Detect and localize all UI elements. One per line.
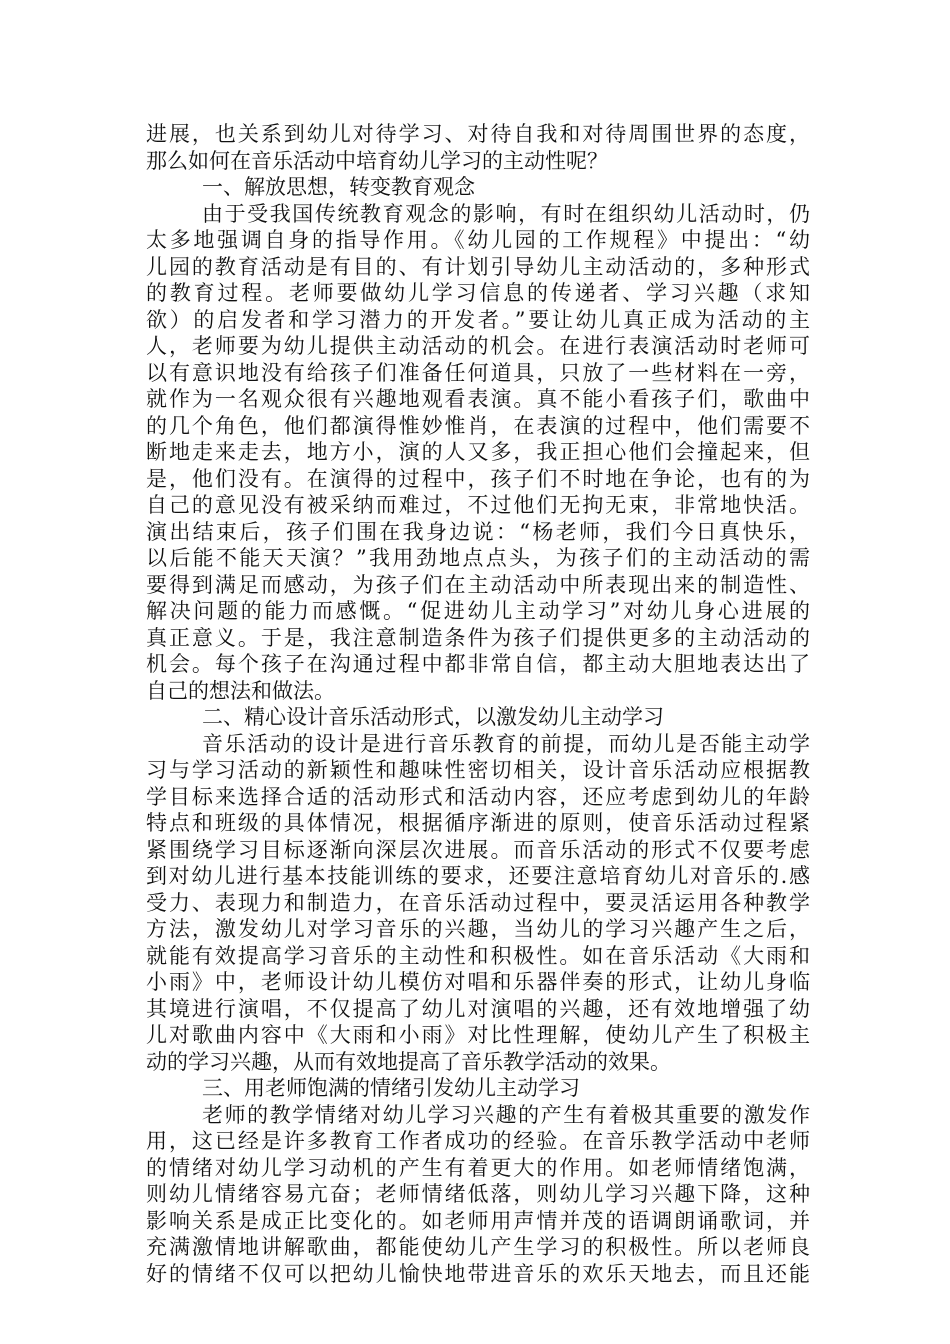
text-line: 那么如何在音乐活动中培育幼儿学习的主动性呢？ xyxy=(146,148,608,173)
text-line: 机会。每个孩子在沟通过程中都非常自信，都主动大胆地表达出了 xyxy=(146,652,810,676)
text-line: 的情绪对幼儿学习动机的产生有着更大的作用。如老师情绪饱满， xyxy=(146,1155,810,1180)
text-line: 到对幼儿进行基本技能训练的要求，还要注意培育幼儿对音乐的.感 xyxy=(146,864,810,888)
text-line: 则幼儿情绪容易亢奋；老师情绪低落，则幼儿学习兴趣下降，这种 xyxy=(146,1182,810,1206)
text-line: 方法，激发幼儿对学习音乐的兴趣，当幼儿的学习兴趣产生之后， xyxy=(146,917,810,941)
text-line: 受力、表现力和制造力，在音乐活动过程中，要灵活运用各种教学 xyxy=(146,890,810,915)
text-line: 学目标来选择合适的活动形式和活动内容，还应考虑到幼儿的年龄 xyxy=(146,784,810,809)
text-line: 充满激情地讲解歌曲，都能使幼儿产生学习的积极性。所以老师良 xyxy=(146,1235,810,1259)
text-line: 儿园的教育活动是有目的、有计划引导幼儿主动活动的，多种形式 xyxy=(146,254,810,279)
text-line: 特点和班级的具体情况，根据循序渐进的原则，使音乐活动过程紧 xyxy=(146,811,810,835)
text-line: 是，他们没有。在演得的过程中，孩子们不时地在争论，也有的为 xyxy=(146,466,810,491)
text-line: 音乐活动的设计是进行音乐教育的前提，而幼儿是否能主动学 xyxy=(202,731,810,756)
text-line: 就能有效提高学习音乐的主动性和积极性。如在音乐活动《大雨和 xyxy=(146,943,810,968)
text-line: 的教育过程。老师要做幼儿学习信息的传递者、学习兴趣（求知 xyxy=(146,281,810,305)
text-line: 以有意识地没有给孩子们准备任何道具，只放了一些材料在一旁， xyxy=(146,360,810,385)
text-line: 太多地强调自身的指导作用。《幼儿园的工作规程》中提出：“幼 xyxy=(146,228,810,252)
text-line: 以后能不能天天演？”我用劲地点点头，为孩子们的主动活动的需 xyxy=(146,546,810,570)
text-line: 影响关系是成正比变化的。如老师用声情并茂的语调朗诵歌词，并 xyxy=(146,1208,810,1233)
text-line: 人，老师要为幼儿提供主动活动的机会。在进行表演活动时老师可 xyxy=(146,334,810,358)
text-line: 好的情绪不仅可以把幼儿愉快地带进音乐的欢乐天地去，而且还能 xyxy=(146,1261,810,1286)
text-line: 由于受我国传统教育观念的影响，有时在组织幼儿活动时，仍 xyxy=(202,201,810,226)
text-line: 紧围绕学习目标逐渐向深层次进展。而音乐活动的形式不仅要考虑 xyxy=(146,837,810,862)
text-line: 解决问题的能力而感慨。“促进幼儿主动学习”对幼儿身心进展的 xyxy=(146,599,810,623)
text-line: 要得到满足而感动，为孩子们在主动活动中所表现出来的制造性、 xyxy=(146,572,810,597)
text-line: 的几个角色，他们都演得惟妙惟肖，在表演的过程中，他们需要不 xyxy=(146,413,810,438)
text-line: 老师的教学情绪对幼儿学习兴趣的产生有着极其重要的激发作 xyxy=(202,1102,810,1127)
text-line: 进展，也关系到幼儿对待学习、对待自我和对待周围世界的态度， xyxy=(146,122,810,146)
text-line: 习与学习活动的新颖性和趣味性密切相关，设计音乐活动应根据教 xyxy=(146,758,810,782)
text-line: 演出结束后，孩子们围在我身边说：“杨老师，我们今日真快乐， xyxy=(146,519,810,544)
section-heading: 三、用老师饱满的情绪引发幼儿主动学习 xyxy=(202,1076,580,1100)
text-line: 就作为一名观众很有兴趣地观看表演。真不能小看孩子们，歌曲中 xyxy=(146,387,810,411)
section-heading: 二、精心设计音乐活动形式，以激发幼儿主动学习 xyxy=(202,705,664,729)
text-line: 小雨》中，老师设计幼儿模仿对唱和乐器伴奏的形式，让幼儿身临 xyxy=(146,970,810,994)
section-heading: 一、解放思想，转变教育观念 xyxy=(202,175,475,199)
document-page xyxy=(146,121,810,1287)
text-line: 断地走来走去，地方小，演的人又多，我正担心他们会撞起来，但 xyxy=(146,440,810,464)
text-line: 其境进行演唱，不仅提高了幼儿对演唱的兴趣，还有效地增强了幼 xyxy=(146,996,810,1021)
text-line: 儿对歌曲内容中《大雨和小雨》对比性理解，使幼儿产生了积极主 xyxy=(146,1023,810,1047)
text-line: 真正意义。于是，我注意制造条件为孩子们提供更多的主动活动的 xyxy=(146,625,810,650)
text-line: 自己的想法和做法。 xyxy=(146,678,335,703)
text-line: 自己的意见没有被采纳而难过，不过他们无拘无束，非常地快活。 xyxy=(146,493,810,517)
text-line: 用，这已经是许多教育工作者成功的经验。在音乐教学活动中老师 xyxy=(146,1129,810,1153)
text-line: 欲）的启发者和学习潜力的开发者。”要让幼儿真正成为活动的主 xyxy=(146,307,810,332)
text-line: 动的学习兴趣，从而有效地提高了音乐教学活动的效果。 xyxy=(146,1049,671,1074)
